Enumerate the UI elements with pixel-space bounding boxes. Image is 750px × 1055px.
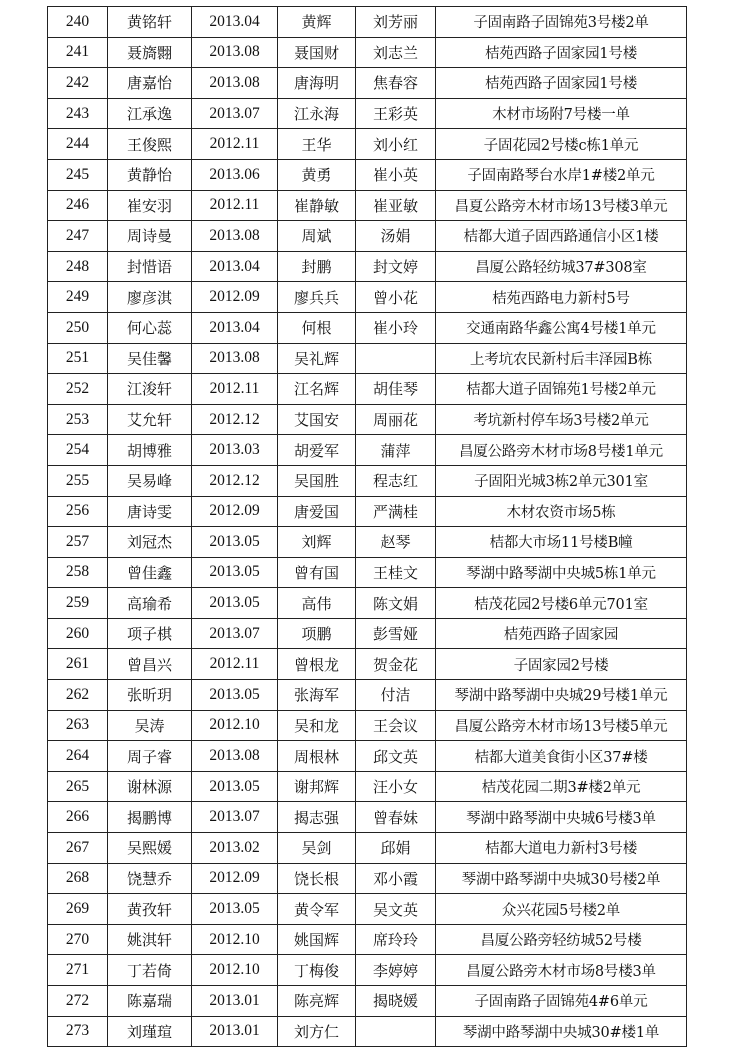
mother-name-cell: 李婷婷 <box>356 955 436 986</box>
row-number-cell: 255 <box>48 465 108 496</box>
mother-name-cell: 周丽花 <box>356 404 436 435</box>
row-number-cell: 245 <box>48 159 108 190</box>
child-name-cell: 唐嘉怡 <box>108 68 192 99</box>
birth-date-cell: 2012.11 <box>192 649 278 680</box>
birth-date-cell: 2013.07 <box>192 98 278 129</box>
row-number-cell: 261 <box>48 649 108 680</box>
child-name-cell: 曾佳鑫 <box>108 557 192 588</box>
table-row <box>48 496 687 527</box>
row-number-cell: 241 <box>48 37 108 68</box>
child-name-cell: 揭鹏博 <box>108 802 192 833</box>
row-number-cell: 258 <box>48 557 108 588</box>
table-row <box>48 98 687 129</box>
address-cell: 桔茂花园2号楼6单元701室 <box>436 588 687 619</box>
address-cell: 桔都大道美食街小区37#楼 <box>436 741 687 772</box>
father-name-cell: 聂国财 <box>278 37 356 68</box>
address-cell: 木材农资市场5栋 <box>436 496 687 527</box>
address-cell: 昌厦公路旁木材市场13号楼5单元 <box>436 710 687 741</box>
address-cell: 琴湖中路琴湖中央城6号楼3单 <box>436 802 687 833</box>
father-name-cell: 胡爱军 <box>278 435 356 466</box>
address-cell: 琴湖中路琴湖中央城30号楼2单 <box>436 863 687 894</box>
mother-name-cell: 贺金花 <box>356 649 436 680</box>
mother-name-cell: 严满桂 <box>356 496 436 527</box>
mother-name-cell: 揭晓媛 <box>356 986 436 1017</box>
table-row <box>48 343 687 374</box>
row-number-cell: 248 <box>48 251 108 282</box>
address-cell: 子固家园2号楼 <box>436 649 687 680</box>
mother-name-cell: 刘芳丽 <box>356 7 436 38</box>
birth-date-cell: 2012.11 <box>192 129 278 160</box>
child-name-cell: 吴易峰 <box>108 465 192 496</box>
father-name-cell: 揭志强 <box>278 802 356 833</box>
table-row <box>48 649 687 680</box>
birth-date-cell: 2013.03 <box>192 435 278 466</box>
row-number-cell: 271 <box>48 955 108 986</box>
birth-date-cell: 2012.11 <box>192 374 278 405</box>
row-number-cell: 262 <box>48 680 108 711</box>
address-cell: 昌厦公路旁木材市场8号楼3单 <box>436 955 687 986</box>
address-cell: 桔苑西路电力新村5号 <box>436 282 687 313</box>
father-name-cell: 刘辉 <box>278 527 356 558</box>
birth-date-cell: 2012.12 <box>192 465 278 496</box>
table-row <box>48 955 687 986</box>
mother-name-cell: 崔亚敏 <box>356 190 436 221</box>
row-number-cell: 264 <box>48 741 108 772</box>
birth-date-cell: 2012.09 <box>192 282 278 313</box>
table-row <box>48 833 687 864</box>
row-number-cell: 252 <box>48 374 108 405</box>
mother-name-cell: 邱文英 <box>356 741 436 772</box>
table-row <box>48 986 687 1017</box>
address-cell: 子固阳光城3栋2单元301室 <box>436 465 687 496</box>
table-row <box>48 894 687 925</box>
child-name-cell: 项子棋 <box>108 618 192 649</box>
row-number-cell: 254 <box>48 435 108 466</box>
birth-date-cell: 2013.04 <box>192 7 278 38</box>
child-name-cell: 江承逸 <box>108 98 192 129</box>
child-name-cell: 刘瑾瑄 <box>108 1016 192 1047</box>
mother-name-cell: 崔小玲 <box>356 312 436 343</box>
row-number-cell: 259 <box>48 588 108 619</box>
row-number-cell: 242 <box>48 68 108 99</box>
mother-name-cell: 曾小花 <box>356 282 436 313</box>
birth-date-cell: 2013.05 <box>192 588 278 619</box>
row-number-cell: 263 <box>48 710 108 741</box>
father-name-cell: 江永海 <box>278 98 356 129</box>
mother-name-cell: 王彩英 <box>356 98 436 129</box>
mother-name-cell: 赵琴 <box>356 527 436 558</box>
row-number-cell: 265 <box>48 771 108 802</box>
child-name-cell: 曾昌兴 <box>108 649 192 680</box>
address-cell: 桔都大道电力新村3号楼 <box>436 833 687 864</box>
address-cell: 琴湖中路琴湖中央城5栋1单元 <box>436 557 687 588</box>
row-number-cell: 249 <box>48 282 108 313</box>
mother-name-cell: 邱娟 <box>356 833 436 864</box>
father-name-cell: 曾根龙 <box>278 649 356 680</box>
child-name-cell: 陈嘉瑞 <box>108 986 192 1017</box>
table-row <box>48 221 687 252</box>
birth-date-cell: 2013.02 <box>192 833 278 864</box>
row-number-cell: 243 <box>48 98 108 129</box>
father-name-cell: 刘方仁 <box>278 1016 356 1047</box>
child-name-cell: 廖彦淇 <box>108 282 192 313</box>
table-row <box>48 588 687 619</box>
birth-date-cell: 2013.06 <box>192 159 278 190</box>
father-name-cell: 江名辉 <box>278 374 356 405</box>
birth-date-cell: 2012.09 <box>192 863 278 894</box>
father-name-cell: 吴剑 <box>278 833 356 864</box>
mother-name-cell: 胡佳琴 <box>356 374 436 405</box>
address-cell: 琴湖中路琴湖中央城30#楼1单 <box>436 1016 687 1047</box>
row-number-cell: 267 <box>48 833 108 864</box>
birth-date-cell: 2013.08 <box>192 741 278 772</box>
address-cell: 昌厦公路旁木材市场8号楼1单元 <box>436 435 687 466</box>
address-cell: 交通南路华鑫公寓4号楼1单元 <box>436 312 687 343</box>
child-name-cell: 黄孜轩 <box>108 894 192 925</box>
mother-name-cell <box>356 1016 436 1047</box>
mother-name-cell: 彭雪娅 <box>356 618 436 649</box>
father-name-cell: 谢邦辉 <box>278 771 356 802</box>
mother-name-cell: 席玲玲 <box>356 924 436 955</box>
row-number-cell: 240 <box>48 7 108 38</box>
mother-name-cell: 封文婷 <box>356 251 436 282</box>
father-name-cell: 项鹏 <box>278 618 356 649</box>
birth-date-cell: 2013.01 <box>192 986 278 1017</box>
row-number-cell: 273 <box>48 1016 108 1047</box>
table-row <box>48 1016 687 1047</box>
father-name-cell: 封鹏 <box>278 251 356 282</box>
table-row <box>48 282 687 313</box>
address-cell: 昌厦公路旁轻纺城52号楼 <box>436 924 687 955</box>
row-number-cell: 272 <box>48 986 108 1017</box>
address-cell: 琴湖中路琴湖中央城29号楼1单元 <box>436 680 687 711</box>
child-name-cell: 胡博雅 <box>108 435 192 466</box>
table-row <box>48 37 687 68</box>
birth-date-cell: 2012.09 <box>192 496 278 527</box>
child-name-cell: 黄静怡 <box>108 159 192 190</box>
table-row <box>48 465 687 496</box>
mother-name-cell <box>356 343 436 374</box>
birth-date-cell: 2013.04 <box>192 251 278 282</box>
row-number-cell: 253 <box>48 404 108 435</box>
address-cell: 昌夏公路旁木材市场13号楼3单元 <box>436 190 687 221</box>
birth-date-cell: 2013.05 <box>192 527 278 558</box>
table-row <box>48 557 687 588</box>
row-number-cell: 246 <box>48 190 108 221</box>
row-number-cell: 251 <box>48 343 108 374</box>
father-name-cell: 张海军 <box>278 680 356 711</box>
father-name-cell: 黄令军 <box>278 894 356 925</box>
address-cell: 桔苑西路子固家园 <box>436 618 687 649</box>
child-name-cell: 吴涛 <box>108 710 192 741</box>
father-name-cell: 饶长根 <box>278 863 356 894</box>
child-name-cell: 刘冠杰 <box>108 527 192 558</box>
address-cell: 桔都大道子固锦苑1号楼2单元 <box>436 374 687 405</box>
mother-name-cell: 汪小女 <box>356 771 436 802</box>
table-row <box>48 374 687 405</box>
father-name-cell: 吴国胜 <box>278 465 356 496</box>
address-cell: 桔苑西路子固家园1号楼 <box>436 37 687 68</box>
address-cell: 昌厦公路轻纺城37#308室 <box>436 251 687 282</box>
birth-date-cell: 2012.11 <box>192 190 278 221</box>
birth-date-cell: 2013.05 <box>192 771 278 802</box>
address-cell: 众兴花园5号楼2单 <box>436 894 687 925</box>
child-name-cell: 姚淇轩 <box>108 924 192 955</box>
row-number-cell: 266 <box>48 802 108 833</box>
table-row <box>48 527 687 558</box>
address-cell: 桔都大道子固西路通信小区1楼 <box>436 221 687 252</box>
row-number-cell: 256 <box>48 496 108 527</box>
mother-name-cell: 刘志兰 <box>356 37 436 68</box>
mother-name-cell: 曾春妹 <box>356 802 436 833</box>
address-cell: 上考坑农民新村后丰泽园B栋 <box>436 343 687 374</box>
table-row <box>48 129 687 160</box>
table-row <box>48 710 687 741</box>
row-number-cell: 244 <box>48 129 108 160</box>
child-name-cell: 唐诗雯 <box>108 496 192 527</box>
father-name-cell: 周斌 <box>278 221 356 252</box>
child-name-cell: 江浚轩 <box>108 374 192 405</box>
child-name-cell: 黄铭轩 <box>108 7 192 38</box>
row-number-cell: 270 <box>48 924 108 955</box>
mother-name-cell: 蒲萍 <box>356 435 436 466</box>
row-number-cell: 250 <box>48 312 108 343</box>
father-name-cell: 曾有国 <box>278 557 356 588</box>
father-name-cell: 黄勇 <box>278 159 356 190</box>
mother-name-cell: 刘小红 <box>356 129 436 160</box>
father-name-cell: 吴和龙 <box>278 710 356 741</box>
birth-date-cell: 2013.08 <box>192 68 278 99</box>
child-name-cell: 聂旖翾 <box>108 37 192 68</box>
address-cell: 考坑新村停车场3号楼2单元 <box>436 404 687 435</box>
child-name-cell: 周诗曼 <box>108 221 192 252</box>
mother-name-cell: 付洁 <box>356 680 436 711</box>
birth-date-cell: 2012.12 <box>192 404 278 435</box>
table-row <box>48 312 687 343</box>
table-row <box>48 618 687 649</box>
address-cell: 子固南路子固锦苑3号楼2单 <box>436 7 687 38</box>
child-name-cell: 谢林源 <box>108 771 192 802</box>
row-number-cell: 257 <box>48 527 108 558</box>
birth-date-cell: 2013.01 <box>192 1016 278 1047</box>
father-name-cell: 艾国安 <box>278 404 356 435</box>
mother-name-cell: 汤娟 <box>356 221 436 252</box>
birth-date-cell: 2013.07 <box>192 618 278 649</box>
birth-date-cell: 2013.05 <box>192 894 278 925</box>
father-name-cell: 丁梅俊 <box>278 955 356 986</box>
table-row <box>48 802 687 833</box>
table-row <box>48 741 687 772</box>
table-row <box>48 680 687 711</box>
table-row <box>48 251 687 282</box>
father-name-cell: 唐海明 <box>278 68 356 99</box>
child-name-cell: 艾允轩 <box>108 404 192 435</box>
child-name-cell: 高瑜希 <box>108 588 192 619</box>
child-name-cell: 吴佳馨 <box>108 343 192 374</box>
table-row <box>48 68 687 99</box>
child-name-cell: 周子睿 <box>108 741 192 772</box>
table-row <box>48 404 687 435</box>
mother-name-cell: 王桂文 <box>356 557 436 588</box>
birth-date-cell: 2013.04 <box>192 312 278 343</box>
father-name-cell: 唐爱国 <box>278 496 356 527</box>
row-number-cell: 247 <box>48 221 108 252</box>
table-row <box>48 771 687 802</box>
birth-date-cell: 2013.05 <box>192 557 278 588</box>
child-name-cell: 张昕玥 <box>108 680 192 711</box>
address-cell: 子固花园2号楼c栋1单元 <box>436 129 687 160</box>
father-name-cell: 周根林 <box>278 741 356 772</box>
row-number-cell: 268 <box>48 863 108 894</box>
child-name-cell: 何心蕊 <box>108 312 192 343</box>
father-name-cell: 何根 <box>278 312 356 343</box>
table-row <box>48 863 687 894</box>
child-name-cell: 丁若倚 <box>108 955 192 986</box>
mother-name-cell: 焦春容 <box>356 68 436 99</box>
birth-date-cell: 2013.05 <box>192 680 278 711</box>
birth-date-cell: 2012.10 <box>192 924 278 955</box>
table-row <box>48 435 687 466</box>
father-name-cell: 高伟 <box>278 588 356 619</box>
child-name-cell: 饶慧乔 <box>108 863 192 894</box>
child-name-cell: 封惜语 <box>108 251 192 282</box>
birth-date-cell: 2013.08 <box>192 221 278 252</box>
child-name-cell: 崔安羽 <box>108 190 192 221</box>
birth-date-cell: 2013.08 <box>192 343 278 374</box>
birth-date-cell: 2013.08 <box>192 37 278 68</box>
mother-name-cell: 吴文英 <box>356 894 436 925</box>
table-row <box>48 924 687 955</box>
address-cell: 子固南路子固锦苑4#6单元 <box>436 986 687 1017</box>
table-row <box>48 190 687 221</box>
child-name-cell: 王俊熙 <box>108 129 192 160</box>
birth-date-cell: 2013.07 <box>192 802 278 833</box>
mother-name-cell: 王会议 <box>356 710 436 741</box>
father-name-cell: 陈亮辉 <box>278 986 356 1017</box>
table-row <box>48 159 687 190</box>
birth-date-cell: 2012.10 <box>192 955 278 986</box>
father-name-cell: 吴礼辉 <box>278 343 356 374</box>
birth-date-cell: 2012.10 <box>192 710 278 741</box>
address-cell: 桔都大市场11号楼B幢 <box>436 527 687 558</box>
address-cell: 子固南路琴台水岸1#楼2单元 <box>436 159 687 190</box>
table-row <box>48 7 687 38</box>
roster-body <box>48 7 687 1047</box>
mother-name-cell: 陈文娟 <box>356 588 436 619</box>
address-cell: 桔茂花园二期3#楼2单元 <box>436 771 687 802</box>
father-name-cell: 黄辉 <box>278 7 356 38</box>
father-name-cell: 姚国辉 <box>278 924 356 955</box>
mother-name-cell: 崔小英 <box>356 159 436 190</box>
mother-name-cell: 邓小霞 <box>356 863 436 894</box>
father-name-cell: 王华 <box>278 129 356 160</box>
student-roster-table <box>47 6 687 1047</box>
address-cell: 木材市场附7号楼一单 <box>436 98 687 129</box>
father-name-cell: 崔静敏 <box>278 190 356 221</box>
row-number-cell: 260 <box>48 618 108 649</box>
row-number-cell: 269 <box>48 894 108 925</box>
mother-name-cell: 程志红 <box>356 465 436 496</box>
address-cell: 桔苑西路子固家园1号楼 <box>436 68 687 99</box>
child-name-cell: 吴熙媛 <box>108 833 192 864</box>
father-name-cell: 廖兵兵 <box>278 282 356 313</box>
